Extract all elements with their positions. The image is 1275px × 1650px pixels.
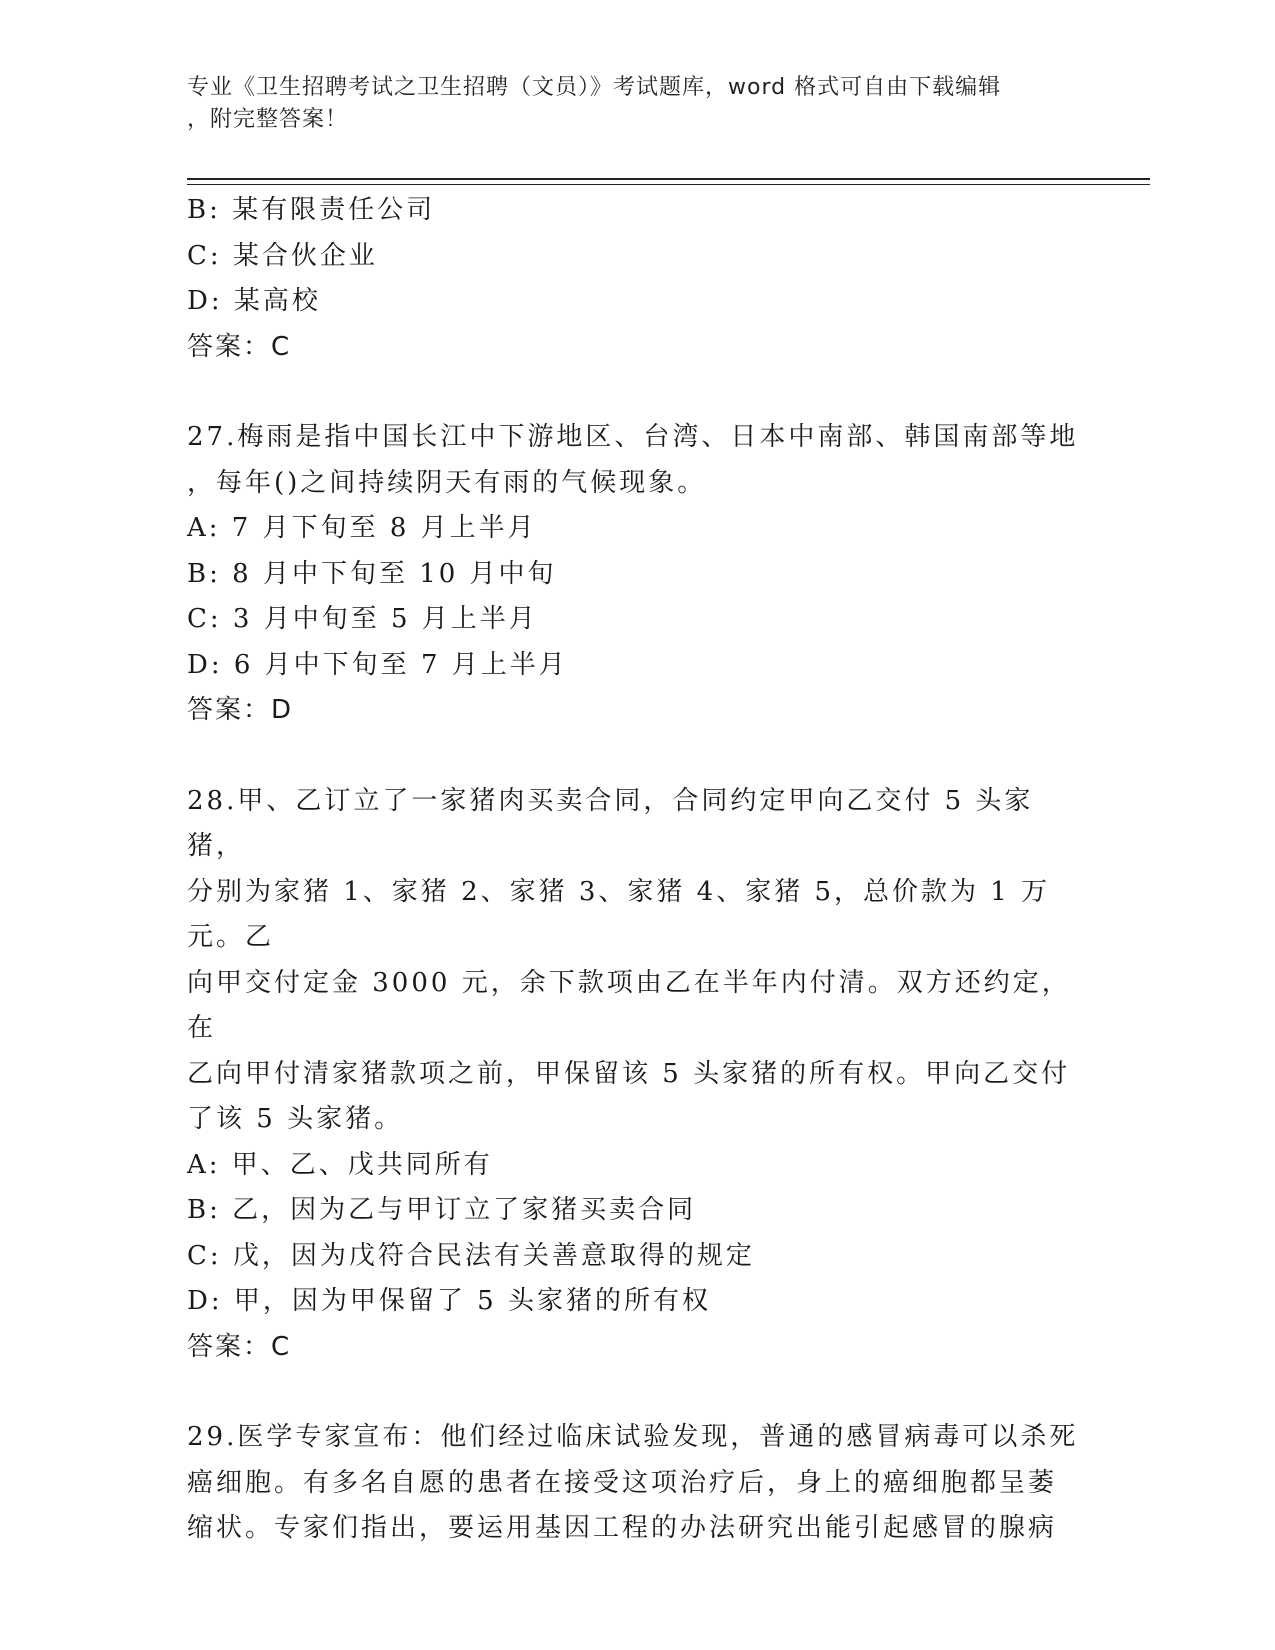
header-line-1: 专业《卫生招聘考试之卫生招聘（文员）》考试题库，word 格式可自由下载编辑 bbox=[187, 75, 1002, 100]
question-text-line: 29.医学专家宣布：他们经过临床试验发现，普通的感冒病毒可以杀死 bbox=[187, 1422, 1079, 1452]
question-text-line: 分别为家猪 1、家猪 2、家猪 3、家猪 4、家猪 5，总价款为 1 万元。乙 bbox=[187, 876, 1051, 952]
option-a: A: 7 月下旬至 8 月上半月 bbox=[187, 513, 537, 543]
question-text-line: ，每年()之间持续阴天有雨的气候现象。 bbox=[187, 467, 707, 498]
option-d: D: 6 月中下旬至 7 月上半月 bbox=[187, 649, 568, 680]
question-text-line: 向甲交付定金 3000 元，余下款项由乙在半年内付清。双方还约定，在 bbox=[187, 967, 1071, 1043]
option-d: D: 某高校 bbox=[187, 286, 321, 316]
option-c: C: 戊，因为戊符合民法有关善意取得的规定 bbox=[187, 1240, 755, 1271]
answer-line: 答案：D bbox=[187, 695, 294, 725]
question-28 bbox=[187, 779, 1087, 1371]
option-c: C: 某合伙企业 bbox=[187, 240, 378, 271]
question-26-tail bbox=[187, 188, 1087, 370]
option-a: A: 甲、乙、戊共同所有 bbox=[187, 1149, 493, 1180]
option-d: D: 甲，因为甲保留了 5 头家猪的所有权 bbox=[187, 1286, 711, 1316]
question-text-line: 乙向甲付清家猪款项之前，甲保留该 5 头家猪的所有权。甲向乙交付 bbox=[187, 1058, 1071, 1089]
question-text-line: 27.梅雨是指中国长江中下游地区、台湾、日本中南部、韩国南部等地 bbox=[187, 422, 1079, 452]
option-b: B: 某有限责任公司 bbox=[187, 195, 436, 225]
answer-line: 答案：C bbox=[187, 331, 292, 362]
question-text-line: 癌细胞。有多名自愿的患者在接受这项治疗后，身上的癌细胞都呈萎 bbox=[187, 1467, 1058, 1498]
header-divider bbox=[187, 178, 1150, 185]
page-header bbox=[187, 72, 1087, 136]
option-b: B: 8 月中下旬至 10 月中旬 bbox=[187, 558, 557, 589]
question-27 bbox=[187, 415, 1087, 734]
header-line-2: ，附完整答案！ bbox=[187, 107, 349, 132]
question-text-line: 缩状。专家们指出，要运用基因工程的办法研究出能引起感冒的腺病 bbox=[187, 1513, 1058, 1543]
option-c: C: 3 月中旬至 5 月上半月 bbox=[187, 604, 538, 634]
answer-line: 答案：C bbox=[187, 1331, 292, 1362]
question-text-line: 28.甲、乙订立了一家猪肉买卖合同，合同约定甲向乙交付 5 头家猪， bbox=[187, 785, 1034, 861]
option-b: B: 乙，因为乙与甲订立了家猪买卖合同 bbox=[187, 1195, 697, 1225]
question-text-line: 了该 5 头家猪。 bbox=[187, 1104, 404, 1134]
question-content bbox=[187, 188, 1087, 1552]
question-29 bbox=[187, 1415, 1087, 1552]
